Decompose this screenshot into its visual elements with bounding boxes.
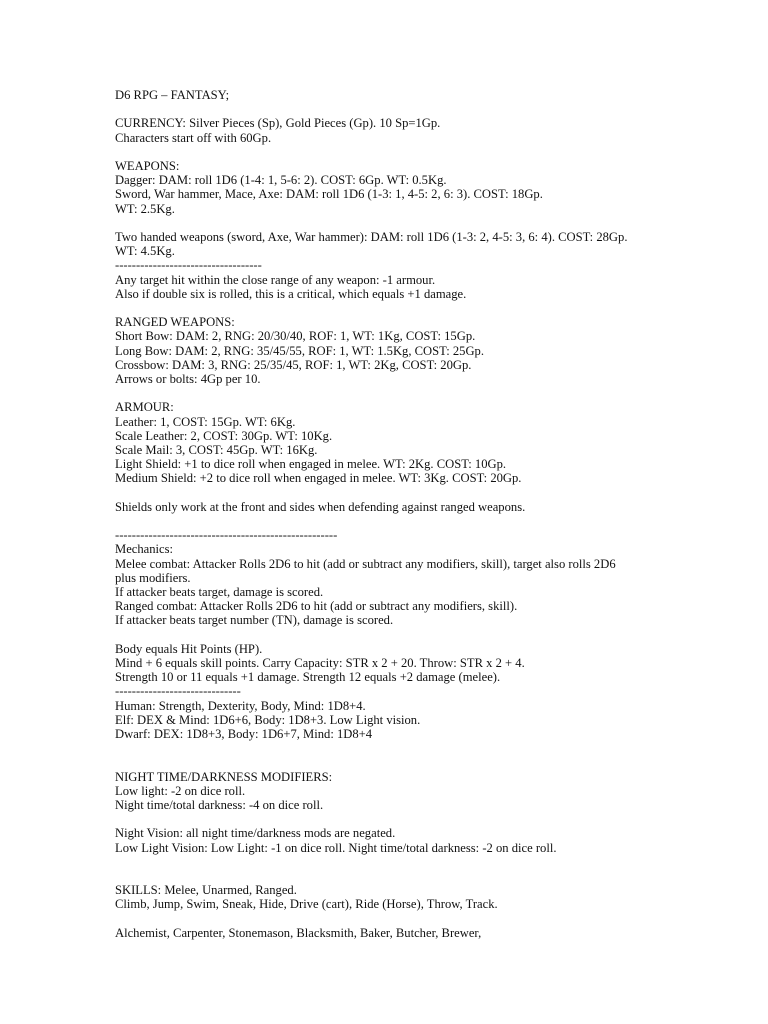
armour-heading: ARMOUR: <box>115 400 174 415</box>
mechanics-line: Melee combat: Attacker Rolls 2D6 to hit (add or subtract any modifiers, skill), target also rolls 2D6 <box>115 556 616 571</box>
weapons-heading: WEAPONS: <box>115 158 180 173</box>
vision-line: Low Light Vision: Low Light: -1 on dice roll. Night time/total darkness: -2 on dice roll. <box>115 840 557 855</box>
currency-line: Characters start off with 60Gp. <box>115 130 272 145</box>
mechanics-line: Ranged combat: Attacker Rolls 2D6 to hit (add or subtract any modifiers, skill). <box>115 599 518 614</box>
mechanics-heading: Mechanics: <box>115 542 174 557</box>
race-line: Dwarf: DEX: 1D8+3, Body: 1D6+7, Mind: 1D8+4 <box>115 727 373 742</box>
two-handed-line: WT: 4.5Kg. <box>115 244 175 259</box>
skills-heading: SKILLS: Melee, Unarmed, Ranged. <box>115 883 297 898</box>
weapons-line: WT: 2.5Kg. <box>115 201 175 216</box>
stats-line: Body equals Hit Points (HP). <box>115 641 263 656</box>
divider-line: ------------------------------ <box>115 684 241 699</box>
armour-line: Light Shield: +1 to dice roll when engaged in melee. WT: 2Kg. COST: 10Gp. <box>115 457 507 472</box>
armour-line: Scale Mail: 3, COST: 45Gp. WT: 16Kg. <box>115 443 318 457</box>
shields-note: Shields only work at the front and sides when defending against ranged weapons. <box>115 499 526 514</box>
vision-line: Night Vision: all night time/darkness mods are negated. <box>115 826 396 841</box>
rule-line: Also if double six is rolled, this is a critical, which equals +1 damage. <box>115 286 467 301</box>
ranged-line: Crossbow: DAM: 3, RNG: 25/35/45, ROF: 1, WT: 2Kg, COST: 20Gp. <box>115 357 472 372</box>
trades-line: Alchemist, Carpenter, Stonemason, Blacksmith, Baker, Butcher, Brewer, <box>115 925 482 940</box>
document-title: D6 RPG – FANTASY; <box>115 88 230 102</box>
weapons-line: Sword, War hammer, Mace, Axe: DAM: roll 1D6 (1-3: 1, 4-5: 2, 6: 3). COST: 18Gp. <box>115 187 543 202</box>
weapons-line: Dagger: DAM: roll 1D6 (1-4: 1, 5-6: 2). COST: 6Gp. WT: 0.5Kg. <box>115 173 447 188</box>
night-line: Low light: -2 on dice roll. <box>115 783 246 798</box>
ranged-line: Long Bow: DAM: 2, RNG: 35/45/55, ROF: 1, WT: 1.5Kg, COST: 25Gp. <box>115 343 484 358</box>
divider-line: ----------------------------------------------------- <box>115 528 338 543</box>
mechanics-line: plus modifiers. <box>115 570 191 585</box>
ranged-line: Arrows or bolts: 4Gp per 10. <box>115 372 261 386</box>
two-handed-line: Two handed weapons (sword, Axe, War hammer): DAM: roll 1D6 (1-3: 2, 4-5: 3, 6: 4). COST: 28Gp. <box>115 229 628 244</box>
currency-line: CURRENCY: Silver Pieces (Sp), Gold Pieces (Gp). 10 Sp=1Gp. <box>115 116 441 131</box>
night-line: Night time/total darkness: -4 on dice roll. <box>115 798 324 813</box>
mechanics-line: If attacker beats target, damage is scored. <box>115 585 324 599</box>
mechanics-line: If attacker beats target number (TN), damage is scored. <box>115 613 394 628</box>
armour-line: Leather: 1, COST: 15Gp. WT: 6Kg. <box>115 414 296 429</box>
stats-line: Strength 10 or 11 equals +1 damage. Strength 12 equals +2 damage (melee). <box>115 670 501 685</box>
ranged-line: Short Bow: DAM: 2, RNG: 20/30/40, ROF: 1, WT: 1Kg, COST: 15Gp. <box>115 329 476 344</box>
ranged-heading: RANGED WEAPONS: <box>115 315 235 330</box>
stats-line: Mind + 6 equals skill points. Carry Capacity: STR x 2 + 20. Throw: STR x 2 + 4. <box>115 656 525 670</box>
armour-line: Scale Leather: 2, COST: 30Gp. WT: 10Kg. <box>115 428 333 443</box>
race-line: Elf: DEX & Mind: 1D6+6, Body: 1D8+3. Low Light vision. <box>115 712 421 727</box>
document-page <box>115 88 735 940</box>
divider-line: ----------------------------------- <box>115 258 262 273</box>
rule-line: Any target hit within the close range of any weapon: -1 armour. <box>115 272 436 287</box>
night-heading: NIGHT TIME/DARKNESS MODIFIERS: <box>115 769 333 784</box>
race-line: Human: Strength, Dexterity, Body, Mind: 1D8+4. <box>115 698 366 713</box>
skills-line: Climb, Jump, Swim, Sneak, Hide, Drive (cart), Ride (Horse), Throw, Track. <box>115 897 498 912</box>
armour-line: Medium Shield: +2 to dice roll when engaged in melee. WT: 3Kg. COST: 20Gp. <box>115 471 522 486</box>
